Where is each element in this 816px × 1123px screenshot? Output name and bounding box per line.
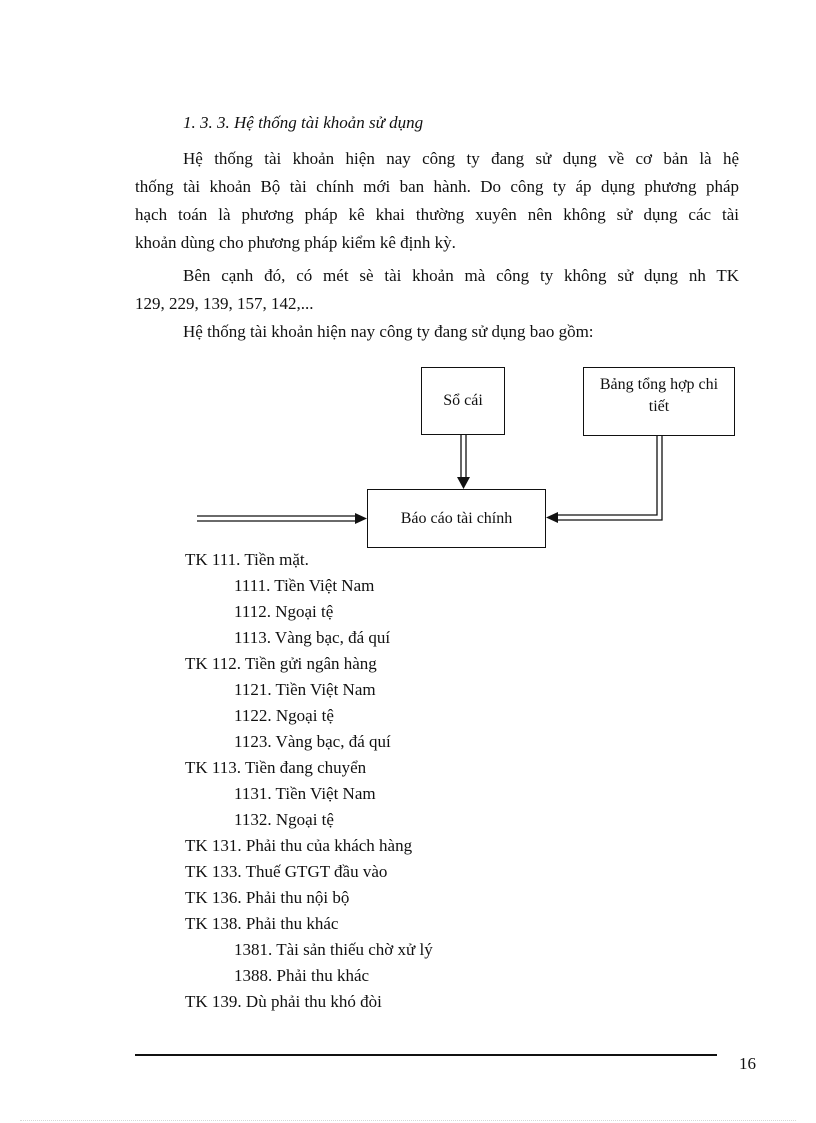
sub-account-item: 1111. Tiền Việt Nam (234, 576, 375, 595)
text-line: Hệ thống tài khoản hiện nay công ty đang sử dụng bao gồm: (183, 322, 594, 341)
sub-account-item: 1113. Vàng bạc, đá quí (234, 628, 391, 647)
account-item: TK 133. Thuế GTGT đầu vào (185, 862, 388, 881)
account-item: TK 138. Phải thu khác (185, 914, 339, 933)
account-item: TK 111. Tiền mặt. (185, 550, 309, 569)
page-number: 16 (739, 1054, 756, 1073)
section-title: 1. 3. 3. Hệ thống tài khoản sử dụng (183, 113, 424, 132)
account-item: TK 136. Phải thu nội bộ (185, 888, 350, 907)
sub-account-item: 1381. Tài sản thiếu chờ xử lý (234, 940, 433, 959)
box-bao-cao-tai-chinh (367, 489, 546, 548)
text-line: hạch toán là phương pháp kê khai thường xuyên nên không sử dụng các tài (135, 205, 739, 224)
sub-account-item: 1388. Phải thu khác (234, 966, 370, 985)
box-so-cai (421, 367, 505, 435)
arrow-so-cai-to-bao-cao (457, 433, 470, 489)
sub-account-item: 1123. Vàng bạc, đá quí (234, 732, 391, 751)
sub-account-item: 1132. Ngoại tệ (234, 810, 334, 829)
account-item: TK 131. Phải thu của khách hàng (185, 836, 413, 855)
account-item: TK 139. Dù phải thu khó đòi (185, 992, 382, 1011)
sub-account-item: 1121. Tiền Việt Nam (234, 680, 376, 699)
sub-account-item: 1122. Ngoại tệ (234, 706, 334, 725)
text-line: Hệ thống tài khoản hiện nay công ty đang sử dụng về cơ bản là hệ (183, 149, 739, 168)
box-bang-tong-hop-label: Bảng tổng hợp chi tiết (599, 376, 719, 415)
text-line: 129, 229, 139, 157, 142,... (135, 294, 314, 313)
text-line: thống tài khoản Bộ tài chính mới ban hành. Do công ty áp dụng phương pháp (135, 177, 739, 196)
arrow-bang-tong-hop-to-bao-cao (546, 435, 662, 523)
account-item: TK 112. Tiền gửi ngân hàng (185, 654, 377, 673)
sub-account-item: 1131. Tiền Việt Nam (234, 784, 376, 803)
box-so-cai-label: Sổ cái (443, 392, 483, 409)
text-line: Bên cạnh đó, có mét sè tài khoản mà công ty không sử dụng nh TK (183, 266, 739, 285)
sub-account-item: 1112. Ngoại tệ (234, 602, 334, 621)
text-line: khoản dùng cho phương pháp kiểm kê định kỳ. (135, 233, 456, 252)
footer-rule (135, 1054, 717, 1056)
box-bang-tong-hop (583, 367, 735, 436)
page-edge-dots (20, 1120, 796, 1121)
arrow-left-input (197, 513, 367, 524)
box-bao-cao-label: Báo cáo tài chính (400, 509, 513, 527)
account-item: TK 113. Tiền đang chuyển (185, 758, 367, 777)
